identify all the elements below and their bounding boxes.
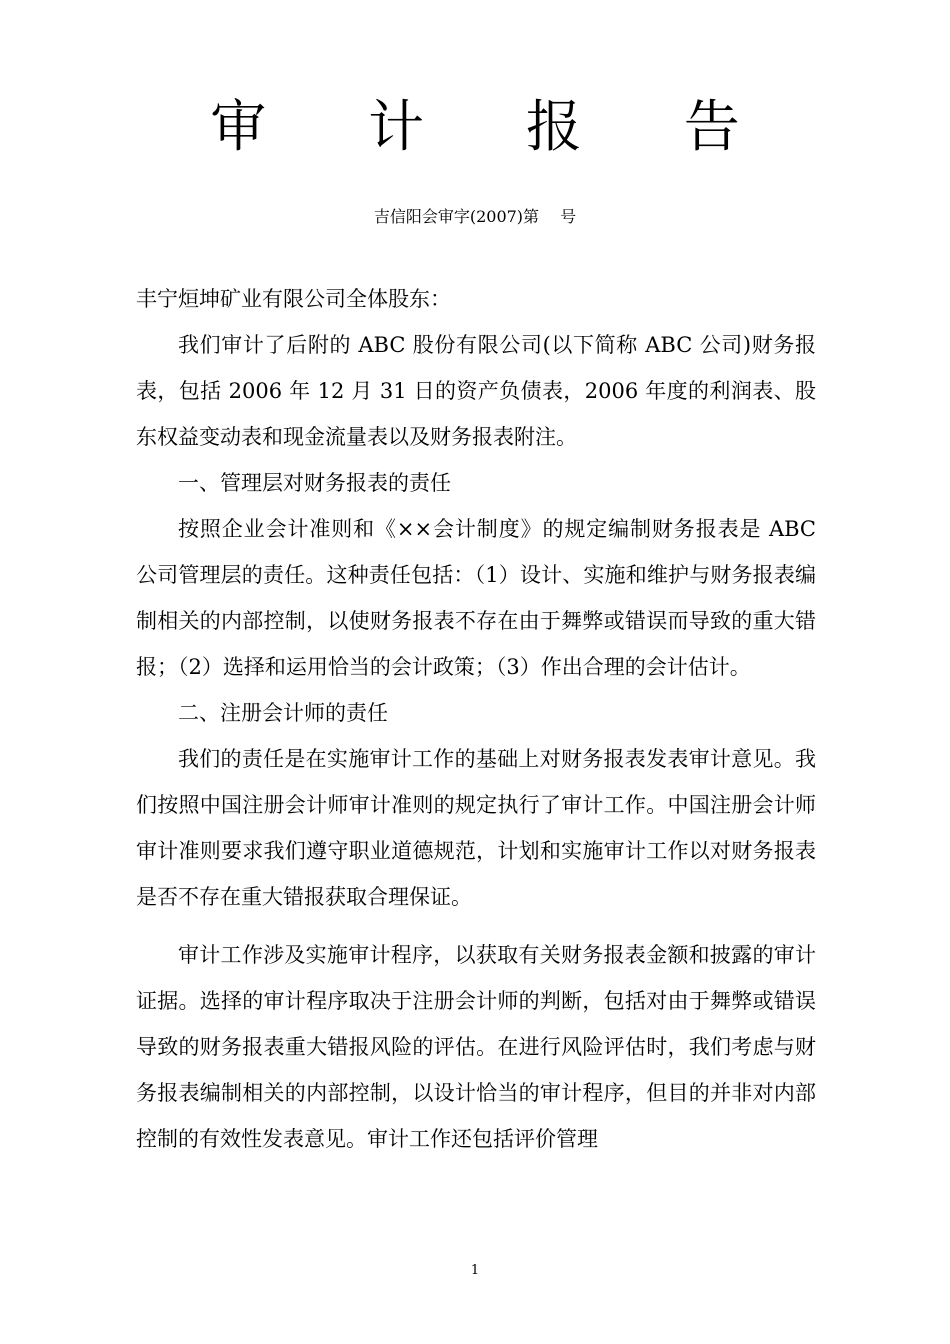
document-title: 审 计 报 告 <box>210 95 782 160</box>
page-number: 1 <box>470 1263 480 1278</box>
addressee-line: 丰宁烜坤矿业有限公司全体股东： <box>136 287 451 311</box>
audit-procedures-paragraph: 审计工作涉及实施审计程序，以获取有关财务报表金额和披露的审计证据。选择的审计程序取决于注册会计师的判断，包括对由于舞弊或错误导致的财务报表重大错报风险的评估。在进行风险评估时，我们考虑与财务报表编制相关的内部控制，以设计恰当的审计程序，但目的并非对内部控制的有效性发表意见。审计工作还包括评价管理 <box>136 943 816 1151</box>
section-heading-auditor-responsibility: 二、注册会计师的责任 <box>178 701 388 725</box>
section-heading-management-responsibility: 一、管理层对财务报表的责任 <box>178 471 451 495</box>
report-number: 吉信阳会审字(2007)第 号 <box>373 207 577 226</box>
management-responsibility-paragraph: 按照企业会计准则和《××会计制度》的规定编制财务报表是 ABC 公司管理层的责任。这种责任包括：（1）设计、实施和维护与财务报表编制相关的内部控制，以使财务报表不存在由于舞弊或错误而导致的重大错报；（2）选择和运用恰当的会计政策；（3）作出合理的会计估计。 <box>136 517 816 679</box>
report-body <box>136 276 816 1162</box>
intro-paragraph: 我们审计了后附的 ABC 股份有限公司(以下简称 ABC 公司)财务报表，包括 2006 年 12 月 31 日的资产负债表，2006 年度的利润表、股东权益变动表和现金流量表以及财务报表附注。 <box>136 333 816 449</box>
auditor-responsibility-paragraph: 我们的责任是在实施审计工作的基础上对财务报表发表审计意见。我们按照中国注册会计师审计准则的规定执行了审计工作。中国注册会计师审计准则要求我们遵守职业道德规范，计划和实施审计工作以对财务报表是否不存在重大错报获取合理保证。 <box>136 747 816 909</box>
